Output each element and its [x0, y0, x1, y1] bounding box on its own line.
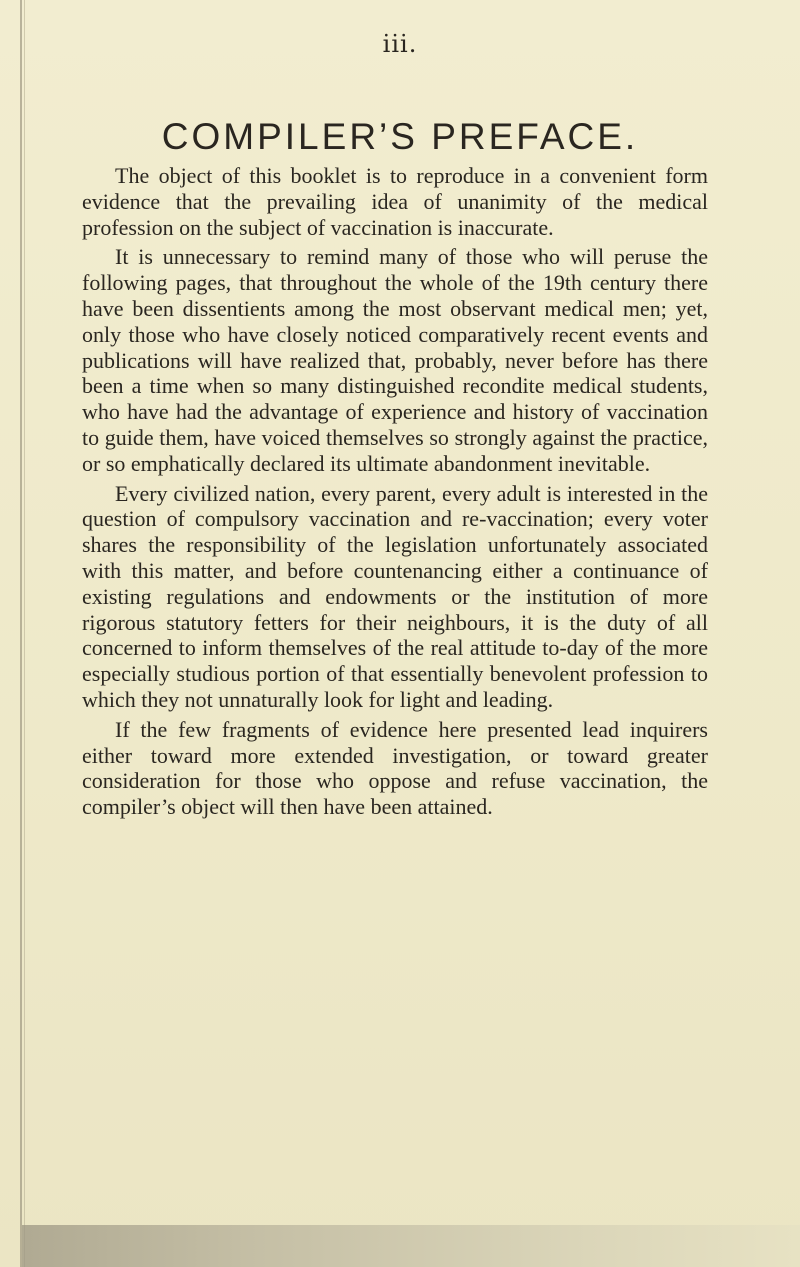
page-bottom-shadow [22, 1225, 800, 1267]
preface-body [82, 163, 708, 824]
paragraph-3: Every civilized nation, every parent, every adult is interested in the question of compulsory vaccination and re-vaccination; every voter shares the responsibility of the legislation unfortunately associated with this matter, and before countenancing either a continuance of existing regulations and endowments or the institution of more rigorous statutory fetters for their neighbours, it is the duty of all concerned to inform themselves of the real attitude to-day of the more especially studious portion of that essentially benevolent profession to which they not unnaturally look for light and leading. [82, 480, 708, 712]
page-number: iii. [382, 30, 418, 58]
page-title: COMPILER’S PREFACE. [161, 115, 639, 157]
binding-edge-shadow [24, 0, 25, 1267]
paragraph-2: It is unnecessary to remind many of those who will peruse the following pages, that throughout the whole of the 19th century there have been dissentients among the most observant medical men; yet, only those who have closely noticed comparatively recent events and publications will have realized that, probably, never before has there been a time when so many distinguished recondite medical students, who have had the advantage of experience and history of vaccination to guide them, have voiced themselves so strongly against the practice, or so emphatically declared its ultimate abandonment inevitable. [82, 244, 708, 476]
paragraph-4: If the few fragments of evidence here presented lead inquirers either toward more extended investigation, or toward greater consideration for those who oppose and refuse vaccination, the compiler’s object will then have been attained. [82, 716, 708, 820]
paragraph-1: The object of this booklet is to reproduce in a convenient form evidence that the prevailing idea of unanimity of the medical profession on the subject of vaccination is inaccurate. [82, 163, 708, 240]
binding-edge [20, 0, 22, 1267]
